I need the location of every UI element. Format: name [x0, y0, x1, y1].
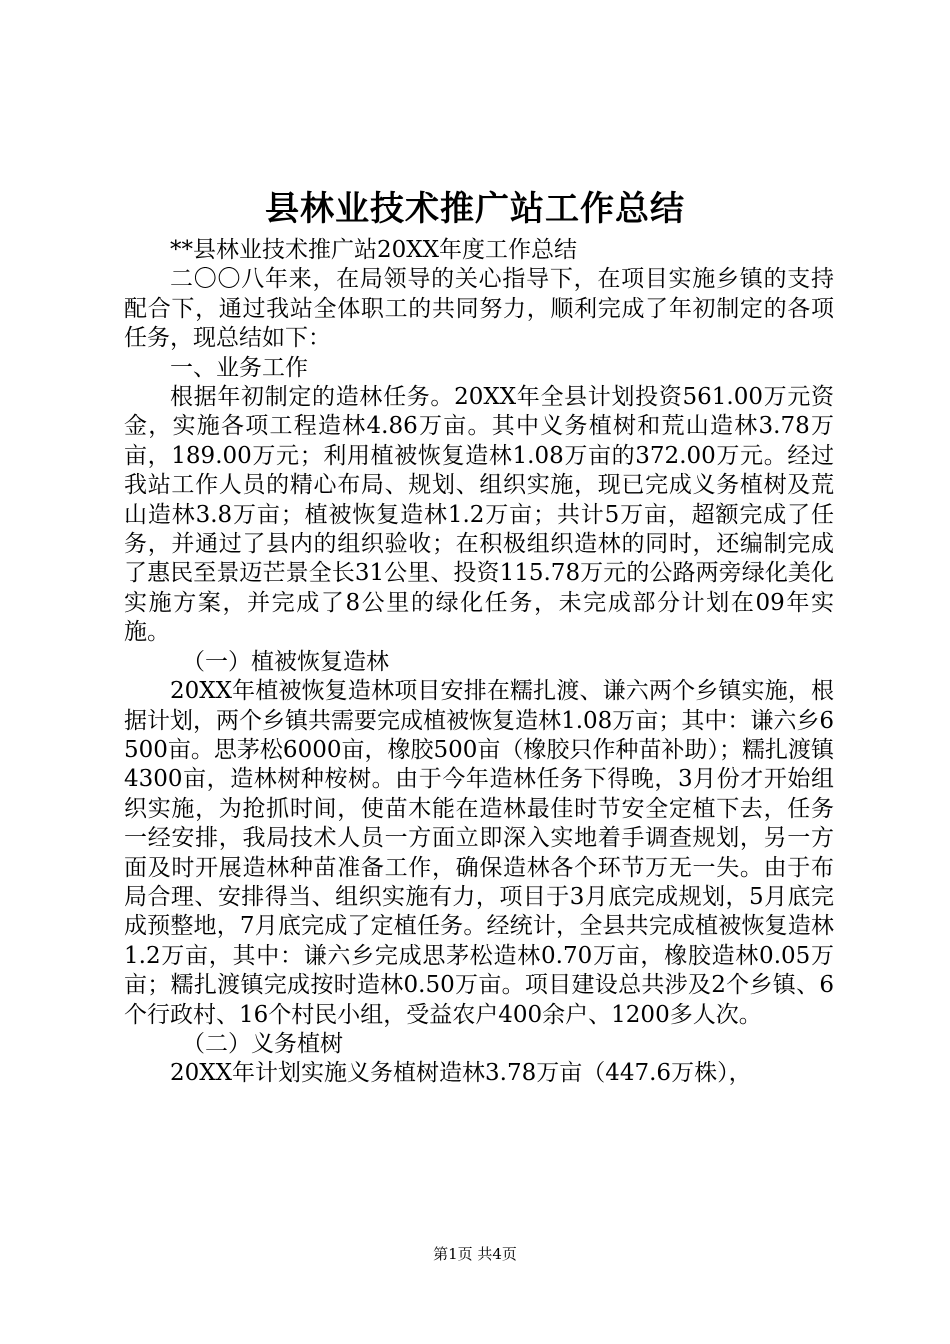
paragraph-voluntary-planting: 20XX年计划实施义务植树造林3.78万亩（447.6万株）， [170, 1060, 752, 1087]
document-body [124, 236, 834, 1089]
subsection-heading-voluntary-planting: （二）义务植树 [182, 1030, 343, 1057]
document-title: 县林业技术推广站工作总结 [265, 189, 685, 229]
section-heading-business: 一、业务工作 [170, 354, 308, 381]
page-footer: 第1页 共4页 [433, 1245, 517, 1263]
paragraph-afforestation-tasks: 根据年初制定的造林任务。20XX年全县计划投资561.00万元资金，实施各项工程造林4.86万亩。其中义务植树和荒山造林3.78万亩，189.00万元；利用植被恢复造林1.08万亩的372.00万元。经过我站工作人员的精心布局、规划、组织实施，现已完成义务植树及荒山造林3.8万亩；植被恢复造林1.2万亩；共计5万亩，超额完成了任务，并通过了县内的组织验收；在积极组织造林的同时，还编制完成了惠民至景迈芒景全长31公里、投资115.78万元的公路两旁绿化美化实施方案，并完成了8公里的绿化任务，未完成部分计划在09年实施。 [124, 384, 834, 646]
paragraph-heading-line: **县林业技术推广站20XX年度工作总结 [170, 237, 578, 263]
paragraph-vegetation-restoration: 20XX年植被恢复造林项目安排在糯扎渡、谦六两个乡镇实施，根据计划，两个乡镇共需要完成植被恢复造林1.08万亩；其中：谦六乡6500亩。思茅松6000亩，橡胶500亩（橡胶只作种苗补助）；糯扎渡镇4300亩，造林树种桉树。由于今年造林任务下得晚，3月份才开始组织实施，为抢抓时间，使苗木能在造林最佳时节安全定植下去，任务一经安排，我局技术人员一方面立即深入实地着手调查规划，另一方面及时开展造林种苗准备工作，确保造林各个环节万无一失。由于布局合理、安排得当、组织实施有力，项目于3月底完成规划，5月底完成预整地，7月底完成了定植任务。经统计，全县共完成植被恢复造林1.2万亩，其中：谦六乡完成思茅松造林0.70万亩，橡胶造林0.05万亩；糯扎渡镇完成按时造林0.50万亩。项目建设总共涉及2个乡镇、6个行政村、16个村民小组，受益农户400余户、1200多人次。 [124, 678, 834, 1028]
subsection-heading-vegetation-restoration: （一）植被恢复造林 [182, 648, 389, 675]
paragraph-intro: 二〇〇八年来，在局领导的关心指导下，在项目实施乡镇的支持配合下，通过我站全体职工的共同努力，顺利完成了年初制定的各项任务，现总结如下： [124, 266, 834, 352]
